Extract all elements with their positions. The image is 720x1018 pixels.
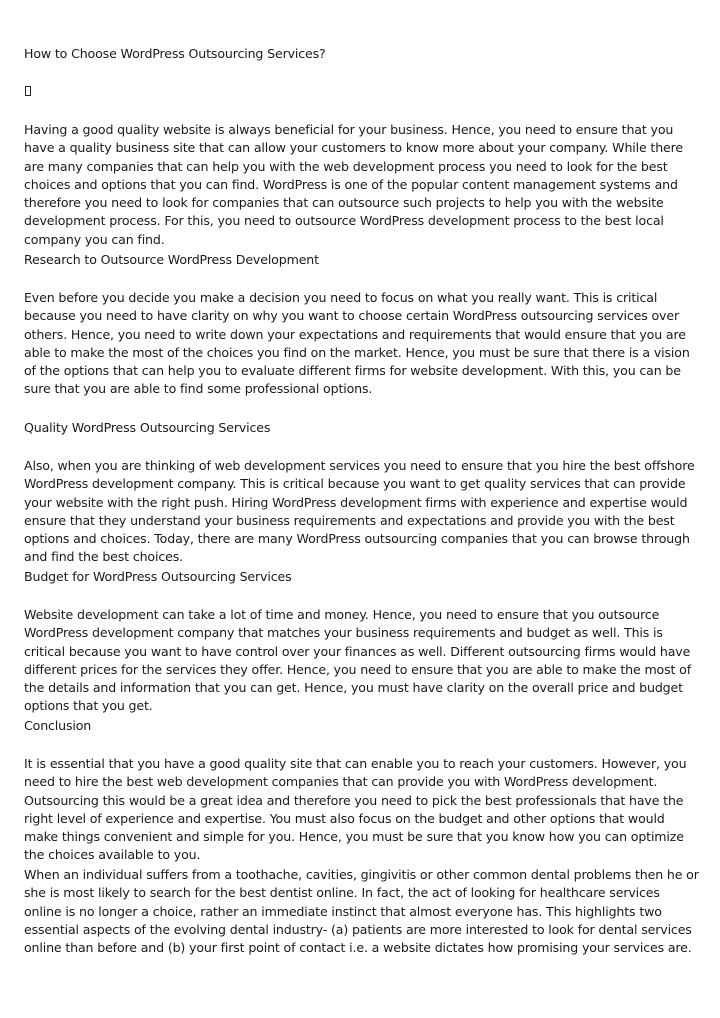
budget-paragraph: Website development can take a lot of time and money. Hence, you need to ensure that you outsource WordPress development company that matches your business requirements and budget as well. This is critical because you want to have control over your finances as well. Different outsourcing firms would have different prices for the services they offer. Hence, you need to ensure that you are able to make the most of the details and information that you can get. Hence, you must have clarity on the overall price and budget options that you get.: [24, 607, 692, 714]
intro-paragraph: Having a good quality website is always beneficial for your business. Hence, you need to ensure that you have a quality business site that can allow your customers to know more about your company. While there are many companies that can help you with the web development process you need to look for the best choices and options that you can find. WordPress is one of the popular content management systems and therefore you need to look for companies that can outsource such projects to help you with the website development process. For this, you need to outsource WordPress development process to the best local company you can find.: [24, 122, 683, 247]
research-heading: Research to Outsource WordPress Development: [24, 252, 319, 267]
missing-glyph-icon: [25, 86, 31, 96]
budget-heading: Budget for WordPress Outsourcing Services: [24, 569, 292, 584]
dental-paragraph: When an individual suffers from a toothache, cavities, gingivitis or other common dental problems then he or she is most likely to search for the best dentist online. In fact, the act of looking for healthcare services online is no longer a choice, rather an immediate instinct that almost everyone has. This highlights two essential aspects of the evolving dental industry- (a) patients are more interested to look for dental services online than before and (b) your first point of contact i.e. a website dictates how promising your services are.: [24, 867, 699, 956]
quality-heading: Quality WordPress Outsourcing Services: [24, 420, 271, 435]
document-title: How to Choose WordPress Outsourcing Services?: [24, 46, 326, 61]
conclusion-heading: Conclusion: [24, 718, 92, 733]
quality-paragraph: Also, when you are thinking of web development services you need to ensure that you hire the best offshore WordPress development company. This is critical because you want to get quality services that can provide your website with the right push. Hiring WordPress development firms with experience and expertise would ensure that they understand your business requirements and expectations and provide you with the best options and choices. Today, there are many WordPress outsourcing companies that you can browse through and find the best choices.: [24, 458, 695, 565]
research-paragraph: Even before you decide you make a decision you need to focus on what you really want. This is critical because you need to have clarity on why you want to choose certain WordPress outsourcing services over others. Hence, you need to write down your expectations and requirements that would ensure that you are able to make the most of the choices you find on the market. Hence, you must be sure that there is a vision of the options that can help you to evaluate different firms for website development. With this, you can be sure that you are able to find some professional options.: [24, 290, 690, 397]
conclusion-paragraph: It is essential that you have a good quality site that can enable you to reach your customers. However, you need to hire the best web development companies that can provide you with WordPress development. Outsourcing this would be a great idea and therefore you need to pick the best professionals that have the right level of experience and expertise. You must also focus on the budget and other options that would make things convenient and simple for you. Hence, you must be sure that you know how you can optimize the choices available to you.: [24, 756, 687, 863]
